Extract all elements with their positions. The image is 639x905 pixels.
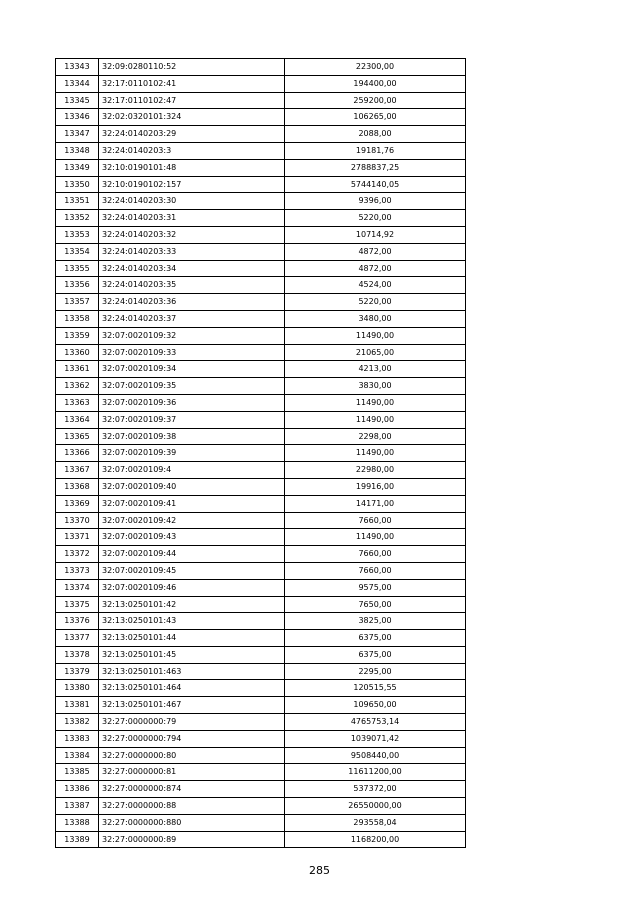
table-row	[56, 495, 466, 512]
row-number-cell: 13352	[56, 210, 99, 227]
table-row	[56, 747, 466, 764]
cadastral-number-cell: 32:27:0000000:874	[99, 781, 285, 798]
value-cell: 2298,00	[285, 428, 466, 445]
row-number-cell: 13383	[56, 730, 99, 747]
table-row	[56, 92, 466, 109]
value-cell: 9575,00	[285, 579, 466, 596]
table-row	[56, 361, 466, 378]
value-cell: 4213,00	[285, 361, 466, 378]
table-row	[56, 75, 466, 92]
value-cell: 2088,00	[285, 126, 466, 143]
value-cell: 11611200,00	[285, 764, 466, 781]
row-number-cell: 13374	[56, 579, 99, 596]
value-cell: 5220,00	[285, 294, 466, 311]
row-number-cell: 13353	[56, 226, 99, 243]
table-row	[56, 378, 466, 395]
row-number-cell: 13350	[56, 176, 99, 193]
table-row	[56, 142, 466, 159]
value-cell: 4524,00	[285, 277, 466, 294]
value-cell: 11490,00	[285, 327, 466, 344]
cadastral-number-cell: 32:07:0020109:4	[99, 462, 285, 479]
table-row	[56, 109, 466, 126]
table-row	[56, 126, 466, 143]
value-cell: 4872,00	[285, 260, 466, 277]
row-number-cell: 13357	[56, 294, 99, 311]
cadastral-number-cell: 32:24:0140203:30	[99, 193, 285, 210]
row-number-cell: 13349	[56, 159, 99, 176]
cadastral-number-cell: 32:24:0140203:35	[99, 277, 285, 294]
cadastral-number-cell: 32:07:0020109:32	[99, 327, 285, 344]
value-cell: 9508440,00	[285, 747, 466, 764]
row-number-cell: 13367	[56, 462, 99, 479]
table-row	[56, 294, 466, 311]
table-row	[56, 630, 466, 647]
table-row	[56, 277, 466, 294]
table-row	[56, 210, 466, 227]
table-row	[56, 781, 466, 798]
value-cell: 2295,00	[285, 663, 466, 680]
row-number-cell: 13384	[56, 747, 99, 764]
table-row	[56, 764, 466, 781]
table-row	[56, 226, 466, 243]
table-row	[56, 546, 466, 563]
cadastral-number-cell: 32:10:0190102:157	[99, 176, 285, 193]
cadastral-number-cell: 32:07:0020109:41	[99, 495, 285, 512]
value-cell: 4765753,14	[285, 714, 466, 731]
cadastral-number-cell: 32:27:0000000:794	[99, 730, 285, 747]
cadastral-number-cell: 32:27:0000000:88	[99, 798, 285, 815]
row-number-cell: 13361	[56, 361, 99, 378]
table-row	[56, 327, 466, 344]
cadastral-number-cell: 32:27:0000000:79	[99, 714, 285, 731]
cadastral-number-cell: 32:07:0020109:33	[99, 344, 285, 361]
value-cell: 5744140,05	[285, 176, 466, 193]
table-row	[56, 613, 466, 630]
cadastral-number-cell: 32:24:0140203:31	[99, 210, 285, 227]
row-number-cell: 13380	[56, 680, 99, 697]
value-cell: 26550000,00	[285, 798, 466, 815]
cadastral-number-cell: 32:24:0140203:33	[99, 243, 285, 260]
table-row	[56, 462, 466, 479]
table-row	[56, 394, 466, 411]
row-number-cell: 13378	[56, 646, 99, 663]
table-row	[56, 562, 466, 579]
row-number-cell: 13345	[56, 92, 99, 109]
table-row	[56, 428, 466, 445]
cadastral-number-cell: 32:13:0250101:43	[99, 613, 285, 630]
value-cell: 6375,00	[285, 630, 466, 647]
value-cell: 7650,00	[285, 596, 466, 613]
table-row	[56, 798, 466, 815]
cadastral-number-cell: 32:07:0020109:43	[99, 529, 285, 546]
table-row	[56, 159, 466, 176]
table-row	[56, 478, 466, 495]
cadastral-number-cell: 32:27:0000000:89	[99, 831, 285, 848]
row-number-cell: 13371	[56, 529, 99, 546]
table-row	[56, 512, 466, 529]
value-cell: 109650,00	[285, 697, 466, 714]
value-cell: 293558,04	[285, 814, 466, 831]
row-number-cell: 13389	[56, 831, 99, 848]
table-row	[56, 59, 466, 76]
cadastral-number-cell: 32:07:0020109:36	[99, 394, 285, 411]
cadastral-number-cell: 32:13:0250101:44	[99, 630, 285, 647]
table-row	[56, 831, 466, 848]
cadastral-number-cell: 32:09:0280110:52	[99, 59, 285, 76]
row-number-cell: 13365	[56, 428, 99, 445]
row-number-cell: 13366	[56, 445, 99, 462]
row-number-cell: 13375	[56, 596, 99, 613]
row-number-cell: 13376	[56, 613, 99, 630]
cadastral-number-cell: 32:07:0020109:39	[99, 445, 285, 462]
table-row	[56, 411, 466, 428]
row-number-cell: 13347	[56, 126, 99, 143]
cadastral-number-cell: 32:24:0140203:36	[99, 294, 285, 311]
value-cell: 3830,00	[285, 378, 466, 395]
value-cell: 194400,00	[285, 75, 466, 92]
value-cell: 120515,55	[285, 680, 466, 697]
cadastral-number-cell: 32:07:0020109:44	[99, 546, 285, 563]
cadastral-number-cell: 32:07:0020109:34	[99, 361, 285, 378]
cadastral-number-cell: 32:07:0020109:35	[99, 378, 285, 395]
row-number-cell: 13368	[56, 478, 99, 495]
cadastral-number-cell: 32:13:0250101:463	[99, 663, 285, 680]
value-cell: 106265,00	[285, 109, 466, 126]
value-cell: 259200,00	[285, 92, 466, 109]
table-body	[56, 59, 466, 848]
table-row	[56, 193, 466, 210]
cadastral-number-cell: 32:24:0140203:34	[99, 260, 285, 277]
value-cell: 22980,00	[285, 462, 466, 479]
row-number-cell: 13379	[56, 663, 99, 680]
cadastral-number-cell: 32:10:0190101:48	[99, 159, 285, 176]
table-row	[56, 243, 466, 260]
row-number-cell: 13356	[56, 277, 99, 294]
value-cell: 6375,00	[285, 646, 466, 663]
table-row	[56, 646, 466, 663]
cadastral-number-cell: 32:24:0140203:3	[99, 142, 285, 159]
cadastral-number-cell: 32:24:0140203:29	[99, 126, 285, 143]
value-cell: 2788837,25	[285, 159, 466, 176]
table-row	[56, 697, 466, 714]
value-cell: 10714,92	[285, 226, 466, 243]
value-cell: 9396,00	[285, 193, 466, 210]
cadastral-number-cell: 32:27:0000000:880	[99, 814, 285, 831]
cadastral-number-cell: 32:02:0320101:324	[99, 109, 285, 126]
row-number-cell: 13354	[56, 243, 99, 260]
table-row	[56, 344, 466, 361]
value-cell: 1039071,42	[285, 730, 466, 747]
table-row	[56, 579, 466, 596]
row-number-cell: 13362	[56, 378, 99, 395]
row-number-cell: 13359	[56, 327, 99, 344]
value-cell: 537372,00	[285, 781, 466, 798]
value-cell: 3480,00	[285, 310, 466, 327]
row-number-cell: 13377	[56, 630, 99, 647]
row-number-cell: 13369	[56, 495, 99, 512]
table-row	[56, 445, 466, 462]
row-number-cell: 13343	[56, 59, 99, 76]
cadastral-number-cell: 32:07:0020109:45	[99, 562, 285, 579]
row-number-cell: 13381	[56, 697, 99, 714]
value-cell: 22300,00	[285, 59, 466, 76]
row-number-cell: 13348	[56, 142, 99, 159]
value-cell: 11490,00	[285, 529, 466, 546]
row-number-cell: 13355	[56, 260, 99, 277]
value-cell: 3825,00	[285, 613, 466, 630]
table-row	[56, 814, 466, 831]
cadastral-number-cell: 32:07:0020109:37	[99, 411, 285, 428]
cadastral-number-cell: 32:27:0000000:81	[99, 764, 285, 781]
cadastral-number-cell: 32:27:0000000:80	[99, 747, 285, 764]
value-cell: 21065,00	[285, 344, 466, 361]
row-number-cell: 13370	[56, 512, 99, 529]
value-cell: 19181,76	[285, 142, 466, 159]
cadastral-number-cell: 32:17:0110102:41	[99, 75, 285, 92]
value-cell: 4872,00	[285, 243, 466, 260]
value-cell: 11490,00	[285, 411, 466, 428]
table-row	[56, 663, 466, 680]
table-row	[56, 260, 466, 277]
table-row	[56, 176, 466, 193]
row-number-cell: 13364	[56, 411, 99, 428]
table-row	[56, 680, 466, 697]
cadastral-number-cell: 32:13:0250101:464	[99, 680, 285, 697]
value-cell: 19916,00	[285, 478, 466, 495]
value-cell: 5220,00	[285, 210, 466, 227]
cadastral-number-cell: 32:07:0020109:46	[99, 579, 285, 596]
table-row	[56, 529, 466, 546]
cadastral-value-table	[55, 58, 466, 848]
cadastral-number-cell: 32:13:0250101:42	[99, 596, 285, 613]
value-cell: 7660,00	[285, 562, 466, 579]
cadastral-number-cell: 32:07:0020109:40	[99, 478, 285, 495]
row-number-cell: 13372	[56, 546, 99, 563]
value-cell: 7660,00	[285, 546, 466, 563]
row-number-cell: 13363	[56, 394, 99, 411]
row-number-cell: 13385	[56, 764, 99, 781]
value-cell: 1168200,00	[285, 831, 466, 848]
value-cell: 11490,00	[285, 394, 466, 411]
row-number-cell: 13346	[56, 109, 99, 126]
table-row	[56, 310, 466, 327]
cadastral-number-cell: 32:07:0020109:42	[99, 512, 285, 529]
cadastral-number-cell: 32:13:0250101:467	[99, 697, 285, 714]
row-number-cell: 13360	[56, 344, 99, 361]
value-cell: 7660,00	[285, 512, 466, 529]
row-number-cell: 13351	[56, 193, 99, 210]
value-cell: 11490,00	[285, 445, 466, 462]
row-number-cell: 13358	[56, 310, 99, 327]
row-number-cell: 13388	[56, 814, 99, 831]
cadastral-number-cell: 32:24:0140203:37	[99, 310, 285, 327]
row-number-cell: 13386	[56, 781, 99, 798]
table-row	[56, 596, 466, 613]
row-number-cell: 13344	[56, 75, 99, 92]
cadastral-number-cell: 32:24:0140203:32	[99, 226, 285, 243]
cadastral-number-cell: 32:13:0250101:45	[99, 646, 285, 663]
row-number-cell: 13382	[56, 714, 99, 731]
cadastral-number-cell: 32:07:0020109:38	[99, 428, 285, 445]
table-row	[56, 730, 466, 747]
cadastral-number-cell: 32:17:0110102:47	[99, 92, 285, 109]
value-cell: 14171,00	[285, 495, 466, 512]
row-number-cell: 13373	[56, 562, 99, 579]
page-number: 285	[309, 864, 330, 877]
row-number-cell: 13387	[56, 798, 99, 815]
table-row	[56, 714, 466, 731]
